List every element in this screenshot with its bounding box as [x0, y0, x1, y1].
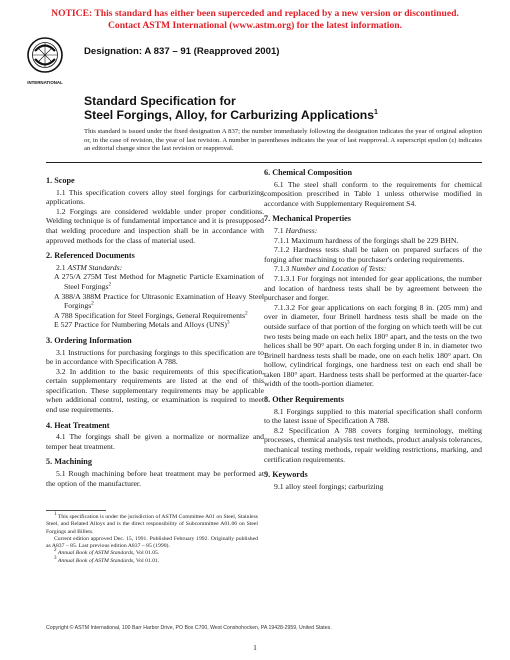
notice-line-1: NOTICE: This standard has either been superceded and replaced by a new version or discontinued.	[51, 8, 459, 19]
paragraph: 6.1 The steel shall conform to the requirements for chemical composition prescribed in Table 1 unless otherwise modified in accordance with Supplementary Requirement S4.	[264, 179, 482, 208]
section-heading: 7. Mechanical Properties	[264, 214, 351, 224]
reference-item: E 527 Practice for Numbering Metals and Alloys (UNS)$^3$	[54, 320, 230, 330]
supersession-notice	[0, 8, 510, 32]
designation: Designation: A 837 – 91 (Reapproved 2001)	[84, 46, 280, 57]
section-heading: 3. Ordering Information	[46, 335, 132, 345]
footnote: $^3$ Annual Book of ASTM Standards, Vol 01.01.	[54, 555, 160, 564]
paragraph: 7.1.1 Maximum hardness of the forgings shall be 229 BHN.	[274, 235, 459, 245]
paragraph: 3.2 In addition to the basic requirements of this specification, certain supplementary requirements are listed at the end of this specification. These supplementary requirements may be applicable when additional control, testing, or examination is required to meet end use requirements.	[46, 366, 264, 415]
paragraph: 7.1.3 Number and Location of Tests:	[274, 264, 387, 274]
paragraph: 5.1 Rough machining before heat treatment may be performed at the option of the manufacturer.	[46, 469, 264, 488]
footnotes	[46, 514, 258, 565]
paragraph: 7.1.3.1 For forgings not intended for gear applications, the number and location of hardness tests shall be by agreement between the purchaser and forger.	[264, 273, 482, 303]
paragraph: 8.2 Specification A 788 covers forging terminology, melting processes, chemical analysis test methods, product analysis tolerances, mechanical testing methods, repair welding restrictions, marking, and certification requirements.	[264, 425, 482, 464]
copyright: Copyright © ASTM International, 100 Barr Harbor Drive, PO Box C700, West Conshohocken, PA 19428-2959, United States.	[46, 625, 332, 631]
footnote: $^2$ Annual Book of ASTM Standards, Vol 01.05.	[54, 548, 160, 557]
notice-line-2: Contact ASTM International (www.astm.org) for the latest information.	[108, 20, 402, 31]
paragraph: 1.2 Forgings are considered weldable under proper conditions. Welding technique is of fundamental importance and it is presupposed that welding procedure and inspection shall be in accordance with approved methods for the class of material used.	[46, 206, 264, 245]
title-line-2: Steel Forgings, Alloy, for Carburizing Applications$^1$	[84, 108, 378, 122]
paragraph: 7.1.3.2 For gear applications on each forging 8 in. (205 mm) and over in diameter, four Brinell hardness tests shall be made on the outside surface of that portion of the forging on which teeth will be cut two tests being made on each helix 180° apart, and the tests on the two helices shall be 90° apart. On each forging under 8 in. in diameter two Brinell hardness tests shall be made, one on each helix 180° apart. On hollow, cylindrical forgings, one hardness test on each end shall be taken 180° apart. Hardness tests shall be performed at the quarter-face width of the tooth-portion diameter.	[264, 302, 482, 389]
paragraph: 9.1 alloy steel forgings; carburizing	[274, 481, 384, 491]
section-heading: 4. Heat Treatment	[46, 420, 110, 430]
reference-item: A 788 Specification for Steel Forgings, General Requirements$^2$	[54, 310, 248, 320]
paragraph: 4.1 The forgings shall be given a normalize or normalize and temper heat treatment.	[46, 432, 264, 451]
section-heading: 1. Scope	[46, 176, 75, 185]
section-heading: 9. Keywords	[264, 470, 308, 480]
left-column	[46, 170, 264, 488]
section-heading: 8. Other Requirements	[264, 395, 344, 405]
footnote-divider	[46, 510, 106, 511]
preamble: This standard is issued under the fixed designation A 837; the number immediately following the designation indicates the year of original adoption or, in the case of revision, the year of last revision. A number in parentheses indicates the year of last reapproval. A superscript epsilon (ε) indicates an editorial change since the last revision or reapproval.	[84, 128, 482, 153]
paragraph: 7.1.2 Hardness tests shall be taken on prepared surfaces of the forging after machining to the purchaser's ordering requirements.	[264, 245, 482, 264]
logo-text: INTERNATIONAL	[27, 80, 63, 85]
astm-logo-icon	[26, 36, 64, 88]
footnote: Current edition approved Dec. 15, 1991. Published February 1992. Originally published as A837 – 85. Last previous edition A837 – 85 (1990).	[46, 535, 258, 550]
paragraph: 1.1 This specification covers alloy steel forgings for carburizing applications.	[46, 187, 264, 207]
section-heading: 6. Chemical Composition	[264, 168, 353, 177]
reference-item: A 388/A 388M Practice for Ultrasonic Examination of Heavy Steel Forgings$^2$	[54, 291, 264, 311]
page-title	[84, 94, 378, 122]
right-column	[264, 162, 482, 491]
paragraph: 2.1 ASTM Standards:	[56, 262, 123, 272]
footnote: $^1$ This specification is under the jurisdiction of ASTM Committee A01 on Steel, Stainless Steel, and Related Alloys and is the direct responsibility of Subcommittee A01.06 on Steel Forgings and Billets.	[46, 512, 258, 535]
section-heading: 5. Machining	[46, 457, 92, 467]
section-heading: 2. Referenced Documents	[46, 251, 135, 261]
title-line-1: Standard Specification for	[84, 94, 236, 108]
paragraph: 3.1 Instructions for purchasing forgings to this specification are to be in accordance with Specification A 788.	[46, 347, 264, 367]
paragraph: 7.1 Hardness:	[274, 225, 318, 235]
title-footnote-mark: 1	[374, 108, 378, 116]
page-number: 1	[253, 643, 257, 652]
paragraph: 8.1 Forgings supplied to this material specification shall conform to the latest issue of Specification A 788.	[264, 406, 482, 426]
reference-item: A 275/A 275M Test Method for Magnetic Particle Examination of Steel Forgings$^2$	[54, 272, 264, 291]
